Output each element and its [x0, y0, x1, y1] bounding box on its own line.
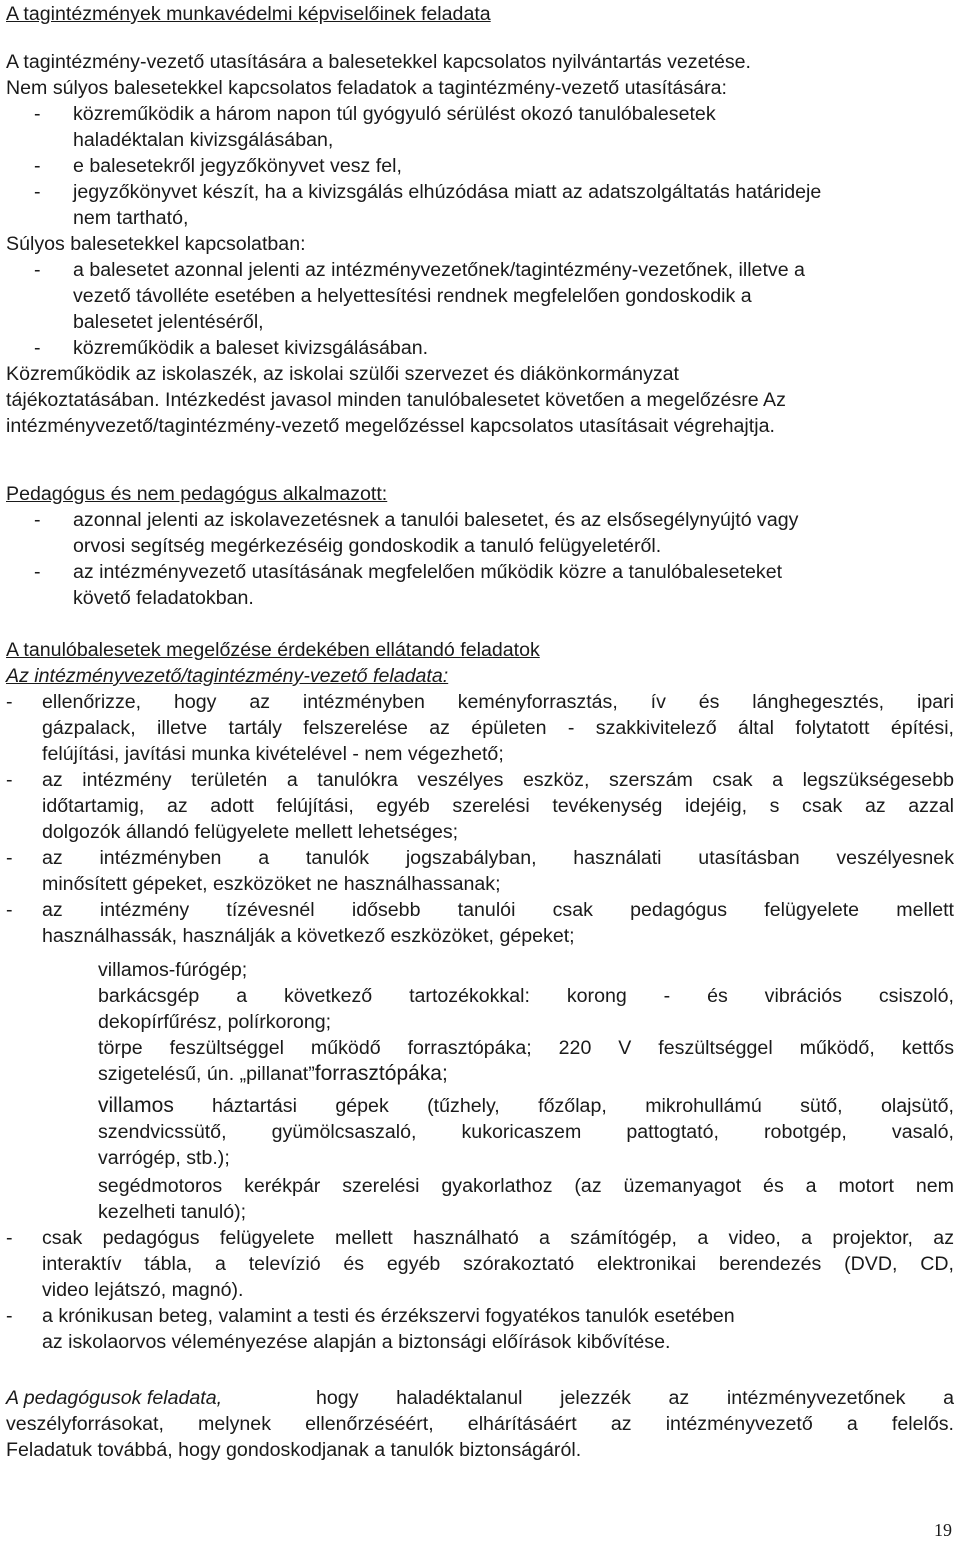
list-item-line: az intézményvezető utasításának megfelelően működik közre a tanulóbaleseteket — [73, 561, 783, 583]
device-item-line: törpe feszültséggel működő forrasztópáka; 220 V feszültséggel működő, kettős — [98, 1037, 954, 1059]
paragraph-line: tájékoztatásában. Intézkedést javasol minden tanulóbalesetet követően a megelőzésre Az — [6, 389, 786, 411]
list-item-line: közreműködik a három napon túl gyógyuló sérülést okozó tanulóbalesetek — [73, 103, 716, 125]
section-subheading: Az intézményvezető/tagintézmény-vezető feladata: — [6, 665, 449, 687]
list-dash: - — [6, 691, 13, 713]
list-item-line: dolgozók állandó felügyelete mellett lehetséges; — [42, 821, 459, 843]
list-item-line: a krónikusan beteg, valamint a testi és érzékszervi fogyatékos tanulók esetében — [42, 1305, 735, 1327]
list-item-line: felújítási, javítási munka kivételével - nem végezhető; — [42, 743, 504, 765]
list-dash: - — [6, 1305, 13, 1327]
paragraph-line: Feladatuk továbbá, hogy gondoskodjanak a tanulók biztonságáról. — [6, 1439, 582, 1461]
list-dash: - — [6, 899, 13, 921]
section-heading: Pedagógus és nem pedagógus alkalmazott: — [6, 483, 388, 505]
paragraph-line: intézményvezető/tagintézmény-vezető megelőzéssel kapcsolatos utasításait végrehajtja. — [6, 415, 775, 437]
list-dash: - — [34, 155, 41, 177]
device-item-line: barkácsgép a következő tartozékokkal: korong - és vibrációs csiszoló, — [98, 985, 954, 1007]
list-item-line: a balesetet azonnal jelenti az intézményvezetőnek/tagintézmény-vezetőnek, illetve a — [73, 259, 805, 281]
list-item-line: orvosi segítség megérkezéséig gondoskodik a tanuló felügyeletéről. — [73, 535, 662, 557]
list-item-line: az intézmény területén a tanulókra veszélyes eszköz, szerszám csak a legszükségesebb — [42, 769, 954, 791]
list-item-line: vezető távolléte esetében a helyettesítési rendnek megfelelően gondoskodik a — [73, 285, 752, 307]
paragraph-lead: A pedagógusok feladata, — [6, 1387, 223, 1409]
paragraph-line: A tagintézmény-vezető utasítására a balesetekkel kapcsolatos nyilvántartás vezetése. — [6, 51, 751, 73]
device-item-line: szigetelésű, ún. „pillanat”forrasztópáka; — [98, 1062, 448, 1085]
paragraph-line: hogy haladéktalanul jelezzék az intézményvezetőnek a — [316, 1387, 954, 1409]
device-item-line: segédmotoros kerékpár szerelési gyakorlathoz (az üzemanyagot és a motort nem — [98, 1175, 954, 1197]
list-item-line: video lejátszó, magnó). — [42, 1279, 244, 1301]
list-item-line: időtartamig, az adott felújítási, egyéb szerelési tevékenység idejéig, s csak az azzal — [42, 795, 954, 817]
list-item-line: az iskolaorvos véleményezése alapján a biztonsági előírások kibővítése. — [42, 1331, 671, 1353]
list-item-line: ellenőrizze, hogy az intézményben keményforrasztás, ív és lánghegesztés, ipari — [42, 691, 954, 713]
list-item-line: közreműködik a baleset kivizsgálásában. — [73, 337, 429, 359]
list-dash: - — [6, 1227, 13, 1249]
device-item-line: szendvicssütő, gyümölcsaszaló, kukoricaszem pattogtató, robotgép, vasaló, — [98, 1121, 954, 1143]
paragraph-line: Közreműködik az iskolaszék, az iskolai szülői szervezet és diákönkormányzat — [6, 363, 679, 385]
device-item-line: dekopírfűrész, polírkorong; — [98, 1011, 332, 1033]
list-item-line: használhassák, használják a következő eszközöket, gépeket; — [42, 925, 575, 947]
list-item-line: e balesetekről jegyzőkönyvet vesz fel, — [73, 155, 402, 177]
list-dash: - — [6, 769, 13, 791]
device-item-line: varrógép, stb.); — [98, 1147, 230, 1169]
list-item-line: az intézmény tízévesnél idősebb tanulói csak pedagógus felügyelete mellett — [42, 899, 954, 921]
list-dash: - — [34, 103, 41, 125]
list-item-line: az intézményben a tanulók jogszabályban, használati utasításban veszélyesnek — [42, 847, 954, 869]
list-dash: - — [34, 181, 41, 203]
device-item-line: háztartási gépek (tűzhely, főzőlap, mikrohullámú sütő, olajsütő, — [212, 1095, 954, 1117]
paragraph-line: Súlyos balesetekkel kapcsolatban: — [6, 233, 306, 255]
list-item-line: balesetet jelentéséről, — [73, 311, 264, 333]
paragraph-line: Nem súlyos balesetekkel kapcsolatos feladatok a tagintézmény-vezető utasítására: — [6, 77, 727, 99]
list-item-line: nem tartható, — [73, 207, 189, 229]
list-dash: - — [34, 561, 41, 583]
list-item-line: követő feladatokban. — [73, 587, 254, 609]
list-item-line: jegyzőkönyvet készít, ha a kivizsgálás elhúzódása miatt az adatszolgáltatás határideje — [73, 181, 822, 203]
list-item-line: minősített gépeket, eszközöket ne használhassanak; — [42, 873, 501, 895]
list-dash: - — [34, 259, 41, 281]
list-item-line: interaktív tábla, a televízió és egyéb szórakoztató elektronikai berendezés (DVD, CD, — [42, 1253, 954, 1275]
list-dash: - — [34, 337, 41, 359]
list-dash: - — [34, 509, 41, 531]
section-heading: A tagintézmények munkavédelmi képviselőinek feladata — [6, 3, 491, 25]
section-heading: A tanulóbalesetek megelőzése érdekében ellátandó feladatok — [6, 639, 540, 661]
list-item-line: azonnal jelenti az iskolavezetésnek a tanulói balesetet, és az elsősegélynyújtó vagy — [73, 509, 799, 531]
page-number: 19 — [934, 1520, 952, 1540]
device-item-line: villamos-fúrógép; — [98, 959, 248, 981]
device-item-line: kezelheti tanuló); — [98, 1201, 247, 1223]
list-dash: - — [6, 847, 13, 869]
device-item-line: villamos — [98, 1094, 174, 1117]
list-item-line: haladéktalan kivizsgálásában, — [73, 129, 334, 151]
list-item-line: csak pedagógus felügyelete mellett használható a számítógép, a video, a projektor, az — [42, 1227, 954, 1249]
list-item-line: gázpalack, illetve tartály felszerelése az épületen - szakkivitelező által folytatott építési, — [42, 717, 954, 739]
paragraph-line: veszélyforrásokat, melynek ellenőrzéséért, elhárításáért az intézményvezető a felelős. — [6, 1413, 954, 1435]
